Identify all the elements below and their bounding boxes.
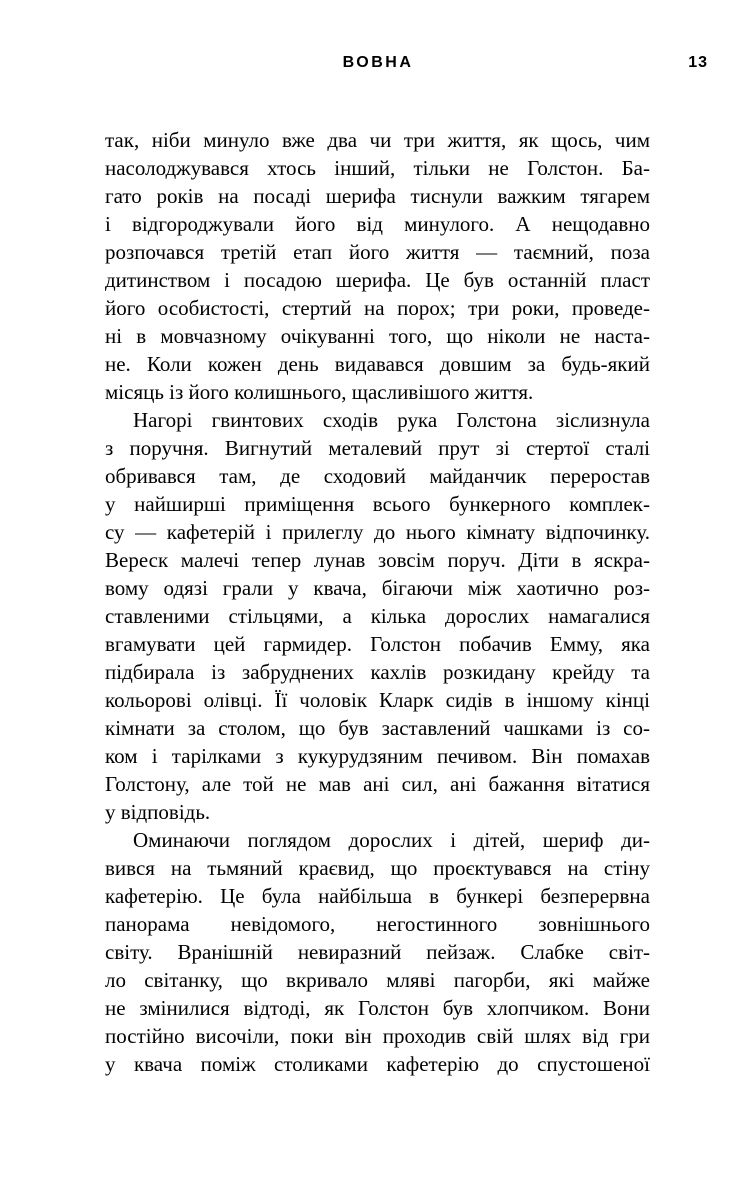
text-line: обривався там, де сходовий майданчик переростав (105, 464, 650, 488)
text-line: кольорові олівці. Її чоловік Кларк сидів в іншому кінці (105, 688, 650, 712)
text-line: не. Коли кожен день видавався довшим за будь-який (105, 352, 650, 376)
text-line: і відгороджували його від минулого. А нещодавно (105, 212, 650, 236)
text-line: ком і тарілками з кукурудзяним печивом. Він помахав (105, 744, 650, 768)
text-line: його особистості, стертий на порох; три роки, проведе- (105, 296, 650, 320)
page-number: 13 (688, 54, 708, 71)
text-line: вому одязі грали у квача, бігаючи між хаотично роз- (105, 576, 650, 600)
text-line: підбирала із забруднених кахлів розкидану крейду та (105, 660, 650, 684)
running-title: ВОВНА (342, 54, 414, 71)
text-line: ло світанку, що вкривало мляві пагорби, які майже (105, 968, 650, 992)
text-line: су — кафетерій і прилеглу до нього кімнату відпочинку. (105, 520, 650, 544)
text-line: вився на тьмяний краєвид, що проєктувався на стіну (105, 856, 650, 880)
text-line: Нагорі гвинтових сходів рука Голстона зіслизнула (133, 408, 650, 432)
text-line: розпочався третій етап його життя — таємний, поза (105, 240, 650, 264)
text-line: Вереск малечі тепер лунав зовсім поруч. Діти в яскра- (105, 548, 650, 572)
text-line: кафетерію. Це була найбільша в бункері безперервна (105, 884, 650, 908)
text-line: насолоджувався хтось інший, тільки не Голстон. Ба- (105, 156, 650, 180)
text-line: дитинством і посадою шерифа. Це був останній пласт (105, 268, 650, 292)
text-line: місяць із його колишнього, щасливішого життя. (105, 380, 534, 404)
text-line: у найширші приміщення всього бункерного комплек- (105, 492, 650, 516)
body-text (105, 126, 650, 1078)
text-line: не змінилися відтоді, як Голстон був хлопчиком. Вони (105, 996, 650, 1020)
text-line: кімнати за столом, що був заставлений чашками із со- (105, 716, 650, 740)
text-line: ні в мовчазному очікуванні того, що ніколи не наста- (105, 324, 650, 348)
text-line: з поручня. Вигнутий металевий прут зі стертої сталі (105, 436, 650, 460)
text-line: так, ніби минуло вже два чи три життя, як щось, чим (105, 128, 650, 152)
text-line: у відповідь. (105, 800, 211, 824)
paragraph (105, 406, 650, 826)
text-line: Оминаючи поглядом дорослих і дітей, шериф ди- (133, 828, 650, 852)
text-line: ставленими стільцями, а кілька дорослих намагалися (105, 604, 650, 628)
text-line: гато років на посаді шерифа тиснули важким тягарем (105, 184, 650, 208)
page-header (0, 54, 756, 74)
text-line: вгамувати цей гармидер. Голстон побачив Емму, яка (105, 632, 650, 656)
paragraph (105, 826, 650, 1078)
text-line: постійно височіли, поки він проходив свій шлях від гри (105, 1024, 650, 1048)
text-line: Голстону, але той не мав ані сил, ані бажання вітатися (105, 772, 650, 796)
text-line: світу. Вранішній невиразний пейзаж. Слабке світ- (105, 940, 650, 964)
paragraph (105, 126, 650, 406)
text-line: панорама невідомого, негостинного зовнішнього (105, 912, 650, 936)
text-line: у квача поміж столиками кафетерію до спустошеної (105, 1052, 650, 1076)
